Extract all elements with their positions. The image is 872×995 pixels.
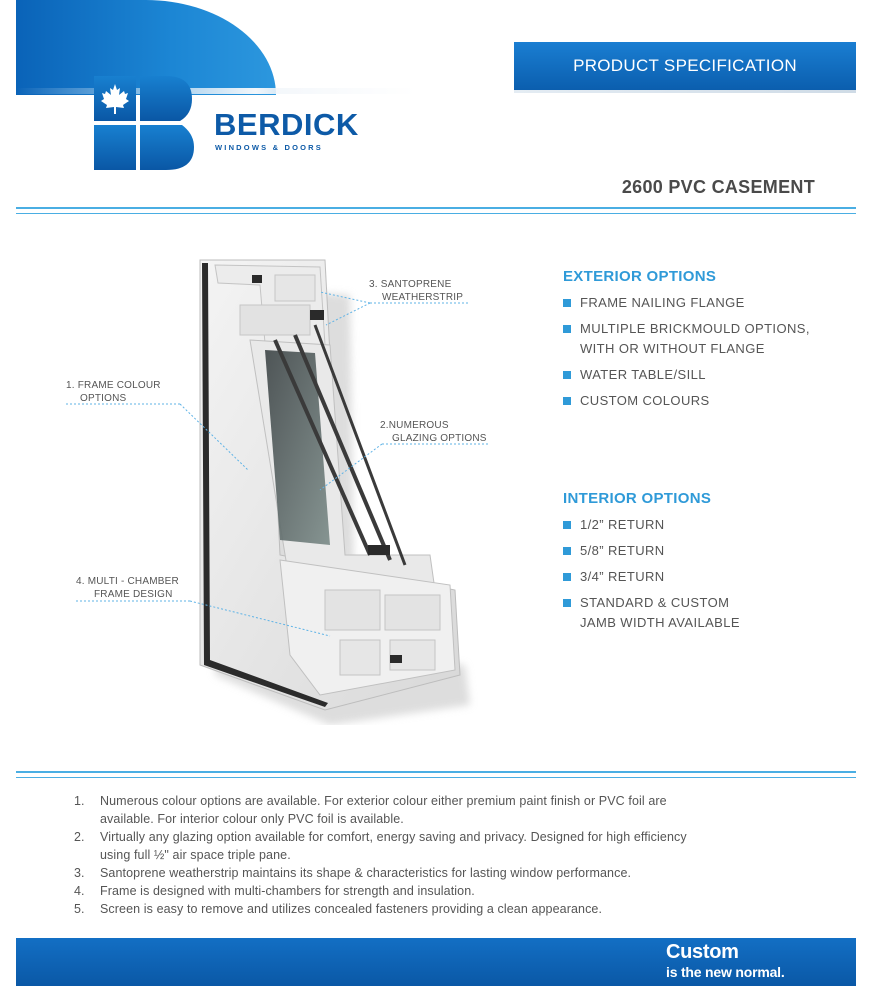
interior-option-item: 5/8” RETURN bbox=[563, 541, 843, 561]
interior-option-item: STANDARD & CUSTOM JAMB WIDTH AVAILABLE bbox=[563, 593, 843, 633]
notes-divider-thin bbox=[16, 777, 856, 778]
exterior-options-section bbox=[563, 268, 843, 417]
product-specification-banner: PRODUCT SPECIFICATION bbox=[514, 42, 856, 90]
callout-frame-colour: 1. FRAME COLOUR OPTIONS bbox=[66, 380, 161, 404]
exterior-options-heading: EXTERIOR OPTIONS bbox=[563, 268, 717, 285]
exterior-option-item: WATER TABLE/SILL bbox=[563, 365, 843, 385]
exterior-option-item: CUSTOM COLOURS bbox=[563, 391, 843, 411]
square-bullet-icon bbox=[563, 573, 571, 581]
interior-options-section bbox=[563, 490, 843, 639]
notes-divider bbox=[16, 771, 856, 773]
product-title: 2600 PVC CASEMENT bbox=[621, 177, 815, 197]
interior-option-item: 1/2” RETURN bbox=[563, 515, 843, 535]
square-bullet-icon bbox=[563, 325, 571, 333]
footer-slogan-subtitle: is the new normal. bbox=[666, 964, 785, 980]
callout-multi-chamber: 4. MULTI - CHAMBER FRAME DESIGN bbox=[76, 576, 179, 600]
note-item: 1. Numerous colour options are available. For exterior colour either premium paint finish or PVC foil are available. For interior colour only PVC foil is available. bbox=[74, 794, 667, 826]
square-bullet-icon bbox=[563, 397, 571, 405]
interior-options-heading: INTERIOR OPTIONS bbox=[563, 490, 712, 507]
square-bullet-icon bbox=[563, 547, 571, 555]
note-item: 2. Virtually any glazing option available for comfort, energy saving and privacy. Designed for high efficiency using full ½" air space triple pane. bbox=[74, 830, 687, 862]
exterior-option-item: MULTIPLE BRICKMOULD OPTIONS, WITH OR WITHOUT FLANGE bbox=[563, 319, 843, 359]
note-item: 4. Frame is designed with multi-chambers for strength and insulation. bbox=[74, 884, 475, 898]
exterior-option-item: FRAME NAILING FLANGE bbox=[563, 293, 843, 313]
notes-list bbox=[74, 792, 774, 918]
brand-tagline: WINDOWS & DOORS bbox=[215, 143, 323, 152]
footer-slogan-title: Custom bbox=[666, 941, 739, 963]
square-bullet-icon bbox=[563, 521, 571, 529]
callout-glazing-options: 2.NUMEROUS GLAZING OPTIONS bbox=[380, 420, 487, 444]
note-item: 3. Santoprene weatherstrip maintains its shape & characteristics for lasting window performance. bbox=[74, 866, 632, 880]
note-item: 5. Screen is easy to remove and utilizes concealed fasteners providing a clean appearance. bbox=[74, 902, 603, 916]
callout-santoprene-weatherstrip: 3. SANTOPRENE WEATHERSTRIP bbox=[369, 279, 464, 303]
square-bullet-icon bbox=[563, 599, 571, 607]
brand-name: BERDICK bbox=[214, 107, 359, 142]
square-bullet-icon bbox=[563, 299, 571, 307]
interior-option-item: 3/4” RETURN bbox=[563, 567, 843, 587]
square-bullet-icon bbox=[563, 371, 571, 379]
